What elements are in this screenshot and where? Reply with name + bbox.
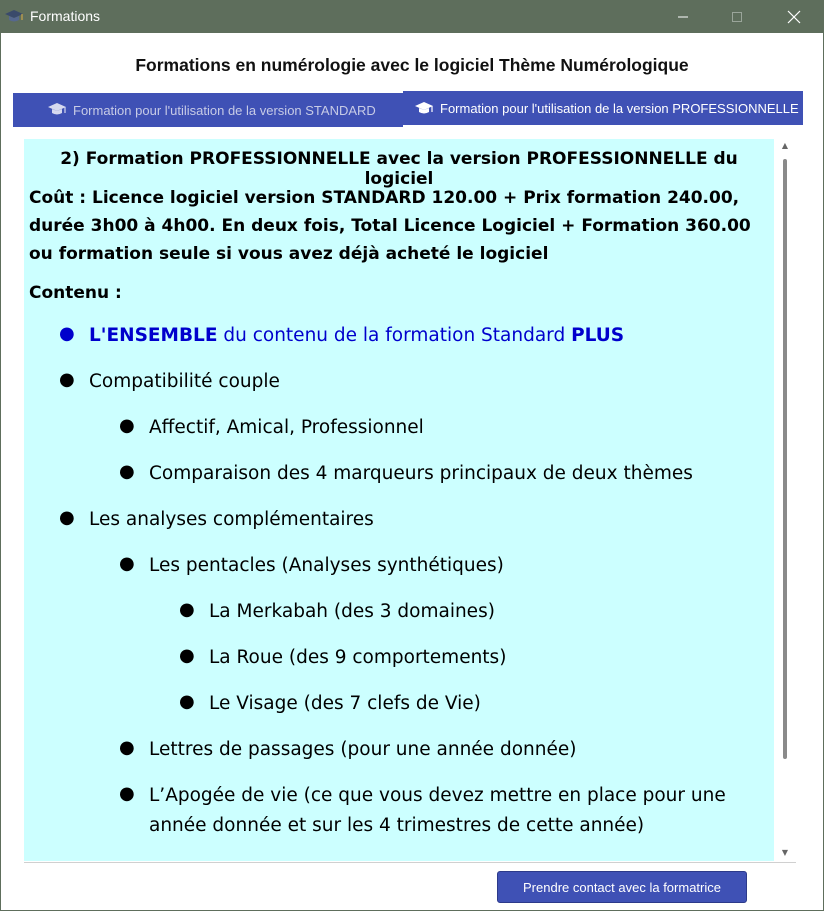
minimize-icon — [677, 11, 689, 23]
window-client-area — [1, 33, 823, 910]
list-item-lettres: Lettres de passages (pour une année donnée) — [149, 739, 577, 760]
list-item-apogee-line2: année donnée et sur les 4 trimestres de cette année) — [149, 815, 645, 836]
tab-standard[interactable] — [13, 93, 403, 127]
graduation-cap-icon — [4, 7, 24, 27]
tab-bar — [13, 91, 803, 127]
section-title: 2) Formation PROFESSIONNELLE avec la version PROFESSIONNELLE du logiciel — [60, 149, 738, 189]
bullet-icon: ● — [59, 369, 75, 390]
close-icon — [787, 10, 801, 24]
bullet-icon: ● — [179, 691, 195, 712]
list-item-comparaison: Comparaison des 4 marqueurs principaux de deux thèmes — [149, 463, 693, 484]
cost-text: Coût : Licence logiciel version STANDARD 120.00 + Prix formation 240.00, durée 3h00 à 4h00. En deux fois, Total Licence Logiciel + Formation 360.00 ou formation seule si vous avez déjà acheté le logiciel — [29, 188, 751, 264]
list-item-roue: La Roue (des 9 comportements) — [209, 647, 507, 668]
list-item-pentacles: Les pentacles (Analyses synthétiques) — [149, 555, 504, 576]
tab-professionnelle-label: Formation pour l'utilisation de la version PROFESSIONNELLE — [440, 101, 799, 116]
bullet-icon: ● — [59, 323, 75, 344]
scroll-down-arrow-icon[interactable]: ▼ — [781, 848, 789, 857]
bullet-icon: ● — [119, 415, 135, 436]
page-title: Formations en numérologie avec le logiciel Thème Numérologique — [135, 55, 689, 75]
content-scrollbar[interactable] — [778, 139, 792, 861]
scrollbar-thumb[interactable] — [783, 159, 787, 759]
bullet-icon: ● — [179, 645, 195, 666]
minimize-button[interactable] — [655, 0, 711, 33]
ensemble-bold: L'ENSEMBLE — [89, 325, 218, 346]
list-item-ensemble — [89, 321, 624, 351]
window-title: Formations — [30, 8, 101, 24]
ensemble-text: du contenu de la formation Standard — [217, 325, 572, 346]
list-item-visage: Le Visage (des 7 clefs de Vie) — [209, 693, 481, 714]
maximize-button[interactable] — [709, 0, 765, 33]
title-bar[interactable] — [0, 0, 824, 33]
bullet-icon: ● — [119, 783, 135, 804]
scroll-up-arrow-icon[interactable]: ▲ — [781, 141, 789, 150]
bullet-icon: ● — [59, 507, 75, 528]
bullet-icon: ● — [179, 599, 195, 620]
list-item-analyses: Les analyses complémentaires — [89, 509, 374, 530]
tab-standard-label: Formation pour l'utilisation de la version STANDARD — [73, 102, 376, 118]
bullet-icon: ● — [119, 553, 135, 574]
maximize-icon — [731, 11, 743, 23]
list-item-compatibilite: Compatibilité couple — [89, 371, 280, 392]
contenu-label: Contenu : — [29, 283, 122, 303]
bullet-icon: ● — [119, 461, 135, 482]
list-item-merkabah: La Merkabah (des 3 domaines) — [209, 601, 495, 622]
tab-professionnelle[interactable] — [403, 91, 803, 125]
formation-content-panel[interactable] — [24, 139, 774, 861]
plus-bold: PLUS — [571, 325, 625, 346]
list-item-apogee-line1: L’Apogée de vie (ce que vous devez mettre en place pour une — [149, 785, 726, 806]
bullet-icon: ● — [119, 737, 135, 758]
list-item-affectif: Affectif, Amical, Professionnel — [149, 417, 424, 438]
graduation-cap-icon — [414, 100, 434, 118]
close-button[interactable] — [766, 0, 822, 33]
footer-divider — [24, 862, 796, 863]
contact-trainer-button[interactable]: Prendre contact avec la formatrice — [497, 871, 747, 903]
graduation-cap-icon — [47, 101, 67, 119]
